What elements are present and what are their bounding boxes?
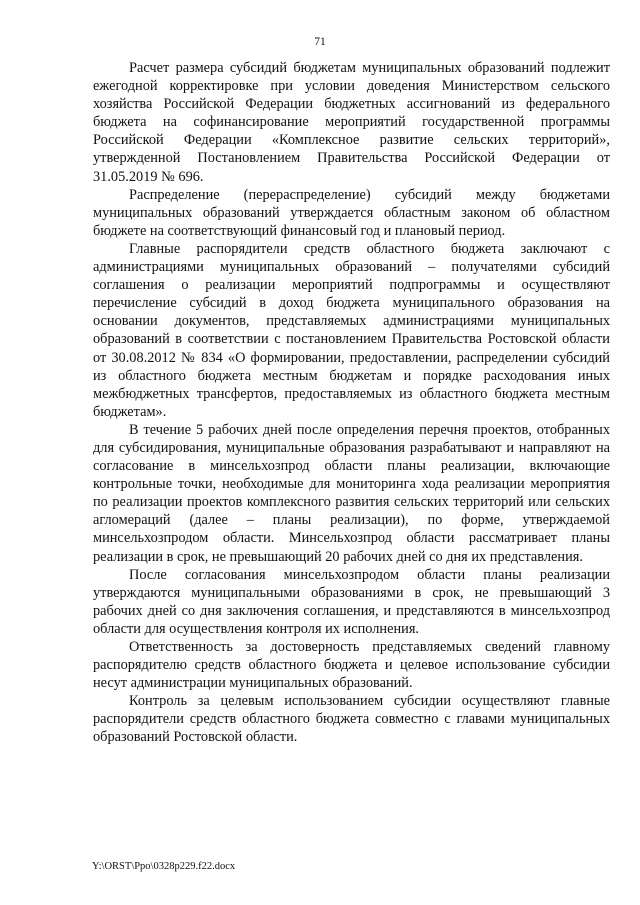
paragraph-subsidy-calculation: Расчет размера субсидий бюджетам муниципальных образований подлежит ежегодной корректировке при условии доведения Министерством сельского хозяйства Российской Федерации бюджетных ассигнований из федерального бюджета на софинансирование мероприятий государственной программы Российской Федерации «Комплексное развитие сельских территорий», утвержденной Постановлением Правительства Российской Федерации от 31.05.2019 № 696. — [93, 60, 610, 185]
paragraph-main-managers: Главные распорядители средств областного бюджета заключают с администрациями муниципальных образований – получателями субсидий соглашения о реализации мероприятий подпрограммы и осуществляют перечисление субсидий в доход бюджета муниципального образования на основании документов, представляемых администрациями муниципальных образований в соответствии с постановлением Правительства Ростовской области от 30.08.2012 № 834 «О формировании, предоставлении, распределении субсидий из областного бюджета местным бюджетам и порядке расходования иных межбюджетных трансфертов, предоставляемых из областного бюджета местным бюджетам». — [93, 240, 610, 420]
document-body — [93, 59, 610, 747]
page-number: 71 — [314, 36, 326, 48]
paragraph-responsibility: Ответственность за достоверность представляемых сведений главному распорядителю средств областного бюджета и целевое использование субсидии несут администрации муниципальных образований. — [93, 639, 610, 692]
paragraph-control: Контроль за целевым использованием субсидии осуществляют главные распорядители средств областного бюджета совместно с главами муниципальных образований Ростовской области. — [93, 693, 610, 746]
paragraph-plan-approval: После согласования минсельхозпродом области планы реализации утверждаются муниципальными образованиями в срок, не превышающий 3 рабочих дней со дня заключения соглашения, и представляются в минсельхозпрод области для осуществления контроля их исполнения. — [93, 566, 610, 637]
paragraph-subsidy-distribution: Распределение (перераспределение) субсидий между бюджетами муниципальных образований утверждается областным законом об областном бюджете на соответствующий финансовый год и плановый период. — [93, 186, 610, 239]
file-path-footer: Y:\ORST\Ppo\0328p229.f22.docx — [92, 861, 236, 872]
paragraph-implementation-plans: В течение 5 рабочих дней после определения перечня проектов, отобранных для субсидирования, муниципальные образования разрабатывают и направляют на согласование в минсельхозпрод области планы реализации, включающие контрольные точки, необходимые для мониторинга хода реализации мероприятия по реализации проектов комплексного развития сельских территорий или сельских агломераций (далее – планы реализации), по форме, утверждаемой минсельхозпродом области. Минсельхозпрод области рассматривает планы реализации в срок, не превышающий 20 рабочих дней со дня их представления. — [93, 421, 610, 565]
